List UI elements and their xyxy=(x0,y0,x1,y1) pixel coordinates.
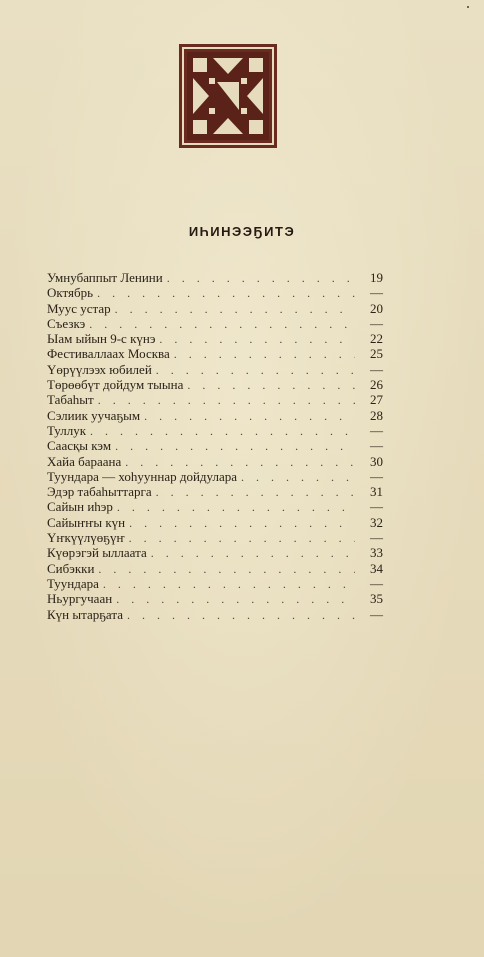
toc-row xyxy=(47,515,383,530)
toc-title: Үөрүүлээх юбилей xyxy=(47,361,152,377)
toc-row xyxy=(47,301,383,316)
toc-page: — xyxy=(370,285,383,301)
toc-title: Эдэр табаһыттарга xyxy=(47,484,152,500)
leader-dots xyxy=(174,347,355,362)
toc-title: Октябрь xyxy=(47,285,94,301)
leader-dots xyxy=(129,531,355,546)
toc-title: Ыам ыйын 9-с күнэ xyxy=(47,331,156,347)
leader-dots xyxy=(97,286,355,301)
toc-row xyxy=(47,392,383,407)
toc-row xyxy=(47,423,383,438)
toc-row xyxy=(47,408,383,423)
leader-dots xyxy=(151,546,355,561)
toc-page: 30 xyxy=(370,453,383,469)
toc-title: Туллук xyxy=(47,422,87,438)
leader-dots xyxy=(167,271,355,286)
toc-title: Ньургучаан xyxy=(47,591,113,607)
toc-page: 25 xyxy=(370,346,383,362)
toc-title: Сэлиик уучаҕым xyxy=(47,407,141,423)
toc-row xyxy=(47,607,383,622)
leader-dots xyxy=(98,562,355,577)
toc-title: Умнубаппыт Ленини xyxy=(47,270,163,285)
leader-dots xyxy=(115,302,355,317)
leader-dots xyxy=(98,393,355,408)
toc-page: — xyxy=(370,422,383,438)
toc-row xyxy=(47,362,383,377)
toc-row xyxy=(47,545,383,560)
toc-title: Сайын иһэр xyxy=(47,499,113,515)
toc-title: Сибэкки xyxy=(47,560,95,576)
toc-page: 35 xyxy=(370,591,383,607)
toc-page: — xyxy=(370,468,383,484)
leader-dots xyxy=(116,592,355,607)
toc-title: Күөрэгэй ыллаата xyxy=(47,545,147,561)
toc-page: 28 xyxy=(370,407,383,423)
toc-page: 20 xyxy=(370,300,383,316)
toc-page: 34 xyxy=(370,560,383,576)
toc-row xyxy=(47,377,383,392)
toc-title: Туундара xyxy=(47,575,99,591)
leader-dots xyxy=(159,332,355,347)
leader-dots xyxy=(117,500,355,515)
toc-row xyxy=(47,316,383,331)
leader-dots xyxy=(125,455,355,470)
leader-dots xyxy=(89,317,355,332)
toc-row xyxy=(47,499,383,514)
toc-title: Саасқы кэм xyxy=(47,438,112,454)
toc-row xyxy=(47,438,383,453)
toc-page: — xyxy=(370,606,383,622)
toc-title: Күн ытарҕата xyxy=(47,606,123,622)
toc-page: 27 xyxy=(370,392,383,408)
decorative-ornament-icon xyxy=(179,44,277,148)
toc-title: Муус устар xyxy=(47,300,111,316)
leader-dots xyxy=(90,424,355,439)
leader-dots xyxy=(144,409,355,424)
toc-title: Сайыҥҥы күн xyxy=(47,514,126,530)
toc-page: — xyxy=(370,438,383,454)
toc-title: Төрөөбүт дойдум тыына xyxy=(47,377,184,393)
toc-page: — xyxy=(370,315,383,331)
toc-title: Фестиваллаах Москва xyxy=(47,346,170,362)
page-title: ИҺИНЭЭҔИТЭ xyxy=(188,224,296,239)
toc-title: Съезкэ xyxy=(47,315,86,331)
toc-row xyxy=(47,285,383,300)
toc-row xyxy=(47,576,383,591)
leader-dots xyxy=(241,470,355,485)
toc-row xyxy=(47,484,383,499)
toc-page: — xyxy=(370,361,383,377)
toc-page: — xyxy=(370,499,383,515)
toc-page: 31 xyxy=(370,484,383,500)
toc-title: Туундара — хоһууннар дойдулара xyxy=(47,468,237,484)
toc-title: Үҥкүүлүөҕүҥ xyxy=(47,530,125,546)
toc-row xyxy=(47,530,383,545)
toc-row xyxy=(47,454,383,469)
leader-dots xyxy=(129,516,355,531)
leader-dots xyxy=(115,439,355,454)
toc-row xyxy=(47,561,383,576)
toc-row xyxy=(47,270,383,285)
toc-row xyxy=(47,591,383,606)
toc-page: 32 xyxy=(370,514,383,530)
toc-page: 19 xyxy=(370,270,383,285)
print-speck xyxy=(467,6,469,8)
leader-dots xyxy=(127,608,355,623)
leader-dots xyxy=(103,577,355,592)
toc-row xyxy=(47,346,383,361)
toc-row xyxy=(47,331,383,346)
toc-page: 26 xyxy=(370,377,383,393)
leader-dots xyxy=(187,378,355,393)
toc-title: Хайа бараана xyxy=(47,453,122,469)
leader-dots xyxy=(156,363,355,378)
toc-page: 33 xyxy=(370,545,383,561)
leader-dots xyxy=(156,485,355,500)
toc-row xyxy=(47,469,383,484)
toc-page: 22 xyxy=(370,331,383,347)
toc-page: — xyxy=(370,530,383,546)
toc-title: Табаһыт xyxy=(47,392,94,408)
toc-page: — xyxy=(370,575,383,591)
table-of-contents xyxy=(47,270,383,622)
